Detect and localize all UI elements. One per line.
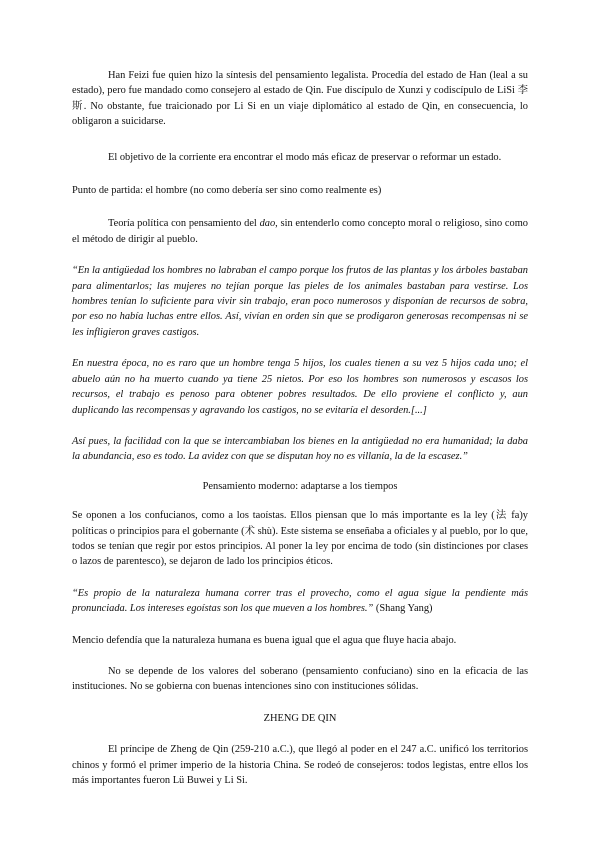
quote-antiquity: “En la antigüedad los hombres no labraban el campo porque los frutos de las plantas y los árboles bastaban para alimentarlos; las mujeres no tejían porque las pieles de los animales bastaban para vestirse. Los hombres tenían lo suficiente para vivir sin trabajo, eran poco numerosos y disponían de recursos de sobra, por eso no había luchas entre ellos. Así, vivían en orden sin que se prodigaron generosas recompensas ni se les infligieron graves castigos. — [72, 265, 528, 338]
dao-term: dao — [259, 218, 276, 230]
paragraph-oppose-confucians: Se oponen a los confucianos, como a los taoístas. Ellos piensan que lo más importante es la ley (法 fa)y políticas o principios para el gobernante (术 shù). Este sistema se enseñaba a oficiales y al pueblo, por lo que, todos se tenían que regir por estos principios. Al poner la ley por encima de todo (sin distinciones por clases o lazos de parentesco), se dejaron de lado los principios éticos. — [72, 510, 528, 568]
quote-our-era: En nuestra época, no es raro que un hombre tenga 5 hijos, los cuales tienen a su vez 5 hijos cada uno; el abuelo aún no ha muerto cuando ya tiene 25 nietos. Por eso los hombres son numerosos y escasos los recursos, el trabajo es penoso para obtener pobres resultados. De ello proviene el conflicto y, aun duplicando las recompensas y agravando los castigos, no se evitaría el desorden.[...] — [72, 358, 528, 416]
paragraph-prince-zheng: El príncipe de Zheng de Qin (259-210 a.C.), que llegó al poder en el 247 a.C. unificó los territorios chinos y formó el primer imperio de la historia China. Se rodeó de consejeros: todos legistas, entre ellos los más importantes fueron Lü Buwei y Li Si. — [72, 744, 528, 786]
paragraph-mencius: Mencio defendía que la naturaleza humana es buena igual que el agua que fluye hacia abajo. — [72, 634, 457, 646]
heading-modern-thought: Pensamiento moderno: adaptarse a los tiempos — [202, 480, 398, 492]
shang-yang-source: (Shang Yang) — [373, 603, 433, 615]
heading-zheng-de-qin: ZHENG DE QIN — [263, 712, 337, 724]
shang-yang-quote-text: “Es propio de la naturaleza humana correr tras el provecho, como el agua sigue la pendiente más pronunciada. Los intereses egoístas son los que mueven a los hombres.” — [72, 587, 528, 615]
quote-conclusion: Así pues, la facilidad con la que se intercambiaban los bienes en la antigüedad no era humanidad; la daba la abundancia, eso es todo. La avidez con que se disputan hoy no es villanía, la de la escasez.” — [72, 435, 528, 463]
paragraph-institutions: No se depende de los valores del soberano (pensamiento confuciano) sino en la eficacia de las instituciones. No se gobierna con buenas intenciones sino con instituciones sólidas. — [72, 665, 528, 693]
paragraph-political-theory — [72, 216, 528, 247]
paragraph-objective: El objetivo de la corriente era encontrar el modo más eficaz de preservar o reformar un estado. — [108, 151, 502, 163]
quote-shang-yang — [72, 586, 528, 617]
political-theory-text-a: Teoría política con pensamiento del — [108, 218, 260, 230]
political-theory-text-c: , sin entenderlo como concepto moral o religioso, sino como el método de dirigir al pueblo. — [72, 218, 528, 245]
paragraph-starting-point: Punto de partida: el hombre (no como debería ser sino como realmente es) — [72, 185, 382, 197]
document-page — [72, 68, 528, 788]
paragraph-han-feizi: Han Feizi fue quien hizo la síntesis del pensamiento legalista. Procedía del estado de Han (leal a su estado), pero fue mandado como consejero al estado de Qin. Fue discípulo de Xunzi y codiscípulo de LiSi 李斯. No obstante, fue traicionado por Li Si en un viaje diplomático al estado de Qin, en consecuencia, lo obligaron a suicidarse. — [72, 70, 528, 128]
